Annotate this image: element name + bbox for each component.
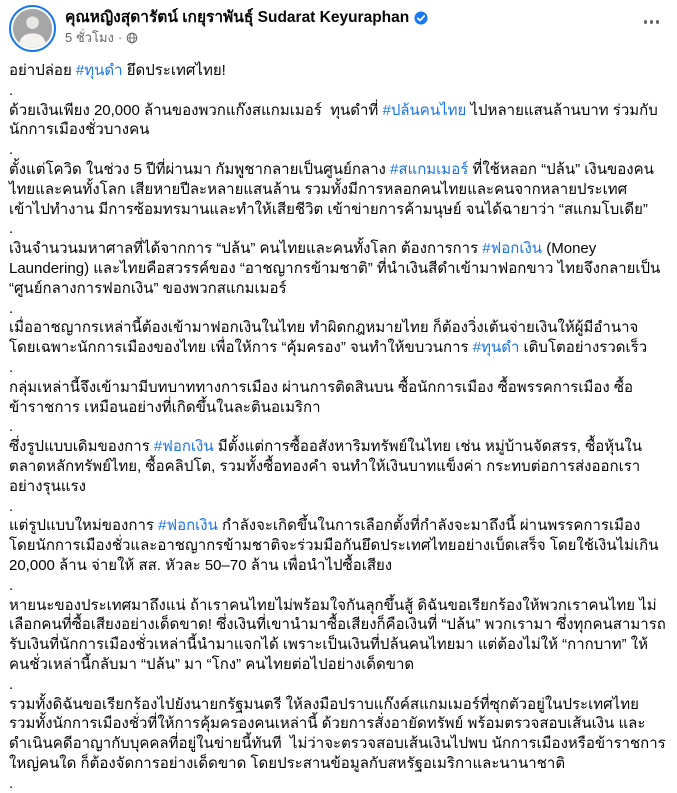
paragraph-separator-dot: . bbox=[9, 81, 14, 99]
post-text: กำลังจะเกิดขึ้นในการเลือกตั้งที่กำลังจะมาถึงนี้ ผ่านพรรคการเมือง โดยนักการเมืองชั่วและอาชญากรข้ามชาติจะร่วมมือกันยึดประเทศไทยอย่างเบ็ดเสร็จ โดยใช้เงินไม่เกิน 20,000 ล้าน จ่ายให้ สส. หัวละ 50–70 ล้าน เพื่อนำไปซื้อเสียง bbox=[9, 517, 663, 574]
header-text-block bbox=[65, 5, 428, 46]
hashtag-link[interactable]: #ปล้นคนไทย bbox=[382, 101, 467, 119]
profile-photo bbox=[13, 9, 52, 48]
post-paragraph bbox=[9, 695, 667, 774]
post-paragraph bbox=[9, 61, 667, 81]
post-paragraph bbox=[9, 239, 667, 298]
post-text: ตั้งแต่โควิด ในช่วง 5 ปีที่ผ่านมา กัมพูชากลายเป็นศูนย์กลาง bbox=[9, 160, 391, 178]
hashtag-link[interactable]: #ทุนดำ bbox=[472, 339, 520, 357]
paragraph-separator-dot: . bbox=[9, 497, 14, 515]
paragraph-separator-dot: . bbox=[9, 141, 14, 159]
post-paragraph bbox=[9, 378, 667, 418]
post-text: (Money Laundering) และไทยคือสวรรค์ของ “อาชญากรข้ามชาติ” ที่นำเงินสีดำเข้ามาฟอกขาว ไทยจึงกลายเป็น “ศูนย์กลางการฟอกเงิน” ของพวกสแกมเมอร์ bbox=[9, 240, 665, 297]
paragraph-separator-dot: . bbox=[9, 576, 14, 594]
author-name[interactable]: คุณหญิงสุดารัตน์ เกยุราพันธุ์ Sudarat Keyuraphan bbox=[65, 9, 410, 26]
ellipsis-dot bbox=[644, 20, 648, 24]
post-text: รวมทั้งดิฉันขอเรียกร้องไปยังนายกรัฐมนตรี ให้ลงมือปราบแก๊งค์สแกมเมอร์ที่ซุกตัวอยู่ในประเทศไทย รวมทั้งนักการเมืองชั่วที่ให้การคุ้มครองคนเหล่านี้ ด้วยการสั่งอายัดทรัพย์ พร้อมตรวจสอบเส้นเงิน และดำเนินคดีอาญากับบุคคลที่อยู่ในข่ายนี้ทันที ไม่ว่าจะตรวจสอบเส้นเงินไปพบ นักการเมืองหรือข้าราชการใหญ่คนใด ก็ต้องจัดการอย่างเด็ดขาด โดยประสานข้อมูลกับสหรัฐอเมริกาและนานาชาติ bbox=[9, 695, 666, 772]
more-options-button[interactable] bbox=[642, 14, 662, 30]
post-paragraph bbox=[9, 101, 667, 141]
post-meta-line bbox=[65, 29, 428, 46]
post-text: เงินจำนวนมหาศาลที่ได้จากการ “ปล้น” คนไทยและคนทั้งโลก ต้องการการ bbox=[9, 240, 483, 258]
post-header bbox=[0, 0, 677, 52]
hashtag-link[interactable]: #สแกมเมอร์ bbox=[390, 160, 469, 178]
post-text: เมื่ออาชญากรเหล่านี้ต้องเข้ามาฟอกเงินในไทย ทำผิดกฎหมายไทย ก็ต้องวิ่งเต้นจ่ายเงินให้ผู้มีอำนาจ โดยเฉพาะนักการเมืองของไทย เพื่อให้การ “คุ้มครอง” จนทำให้ขบวนการ bbox=[9, 319, 643, 357]
hashtag-link[interactable]: #ทุนดำ bbox=[75, 62, 123, 79]
ellipsis-dot bbox=[656, 20, 660, 24]
post-text: เติบโตอย่างรวดเร็ว bbox=[519, 339, 648, 357]
post-content bbox=[0, 52, 677, 793]
post-text: หายนะของประเทศมาถึงแน่ ถ้าเราคนไทยไม่พร้อมใจกันลุกขึ้นสู้ ดิฉันขอเรียกร้องให้พวกเราคนไทย ไม่เลือกคนที่ซื้อเสียงอย่างเด็ดขาด! ซึ่งเงินที่เขานำมาซื้อเสียงก็คือเงินที่ “ปล้น” พวกเรามา ซึ่งทุกคนสามารถรับเงินที่นักการเมืองชั่วเหล่านี้นำมาแจกได้ เพราะเป็นเงินที่ปล้นคนไทยมา แต่ต้องไม่ให้ “กากบาท” ให้คนชั่วเหล่านี้กลับมา “ปล้น” มา “โกง” คนไทยต่อไปอย่างเด็ดขาด bbox=[9, 596, 666, 673]
post-text: ซึ่งรูปแบบเดิมของการ bbox=[9, 438, 154, 456]
paragraph-separator-dot: . bbox=[9, 299, 14, 317]
verified-badge-icon bbox=[414, 11, 428, 25]
author-name-line bbox=[65, 8, 428, 28]
person-silhouette-icon bbox=[13, 9, 52, 48]
hashtag-link[interactable]: #ฟอกเงิน bbox=[158, 517, 218, 535]
post-paragraph bbox=[9, 437, 667, 496]
post-text: อย่าปล่อย bbox=[9, 62, 76, 79]
ellipsis-dot bbox=[650, 20, 654, 24]
post-text: ไปหลายแสนล้านบาท ร่วมกับนักการเมืองชั่วบางคน bbox=[9, 101, 658, 139]
meta-separator: · bbox=[117, 30, 123, 45]
post-timestamp[interactable]: 5 ชั่วโมง bbox=[65, 30, 114, 45]
paragraph-separator-dot: . bbox=[9, 675, 14, 693]
post-paragraph bbox=[9, 318, 667, 358]
globe-public-icon bbox=[126, 32, 138, 44]
hashtag-link[interactable]: #ฟอกเงิน bbox=[153, 438, 214, 456]
post-paragraph bbox=[9, 596, 667, 675]
post-text: ที่ใช้หลอก “ปล้น” เงินของคนไทยและคนทั้งโลก เสียหายปีละหลายแสนล้าน รวมทั้งมีการหลอกคนไทยและคนจากหลายประเทศเข้าไปทำงาน มีการซ้อมทรมานและทำให้เสียชีวิต เข้าข่ายการค้ามนุษย์ จนได้ฉายาว่า “สแกมโบเดีย” bbox=[9, 160, 654, 218]
paragraph-separator-dot: . bbox=[9, 418, 14, 436]
paragraph-separator-dot: . bbox=[9, 358, 14, 376]
profile-avatar[interactable] bbox=[9, 5, 56, 52]
post-text: ยึดประเทศไทย! bbox=[122, 62, 226, 79]
post-text: มีตั้งแต่การซื้ออสังหาริมทรัพย์ในไทย เช่น หมู่บ้านจัดสรร, ซื้อหุ้นในตลาดหลักทรัพย์ไทย, ซื้อคลิปโต, รวมทั้งซื้อทองคำ จนทำให้เงินบาทแข็งค่า กระทบต่อการส่งออกเราอย่างรุนแรง bbox=[9, 438, 642, 495]
paragraph-separator-dot: . bbox=[9, 220, 14, 238]
post-text: ด้วยเงินเพียง 20,000 ล้านของพวกแก๊งสแกมเมอร์ ทุนดำที่ bbox=[9, 101, 383, 119]
post-text: กลุ่มเหล่านี้จึงเข้ามามีบทบาททางการเมือง ผ่านการติดสินบน ซื้อนักการเมือง ซื้อพรรคการเมือง ซื้อข้าราชการ เหมือนอย่างที่เกิดขึ้นในละตินอเมริกา bbox=[9, 378, 634, 416]
post-text: แต่รูปแบบใหม่ของการ bbox=[9, 517, 159, 535]
hashtag-link[interactable]: #ฟอกเงิน bbox=[482, 240, 543, 258]
post-paragraph bbox=[9, 160, 667, 219]
paragraph-separator-dot: . bbox=[9, 774, 14, 792]
post-paragraph bbox=[9, 516, 667, 575]
